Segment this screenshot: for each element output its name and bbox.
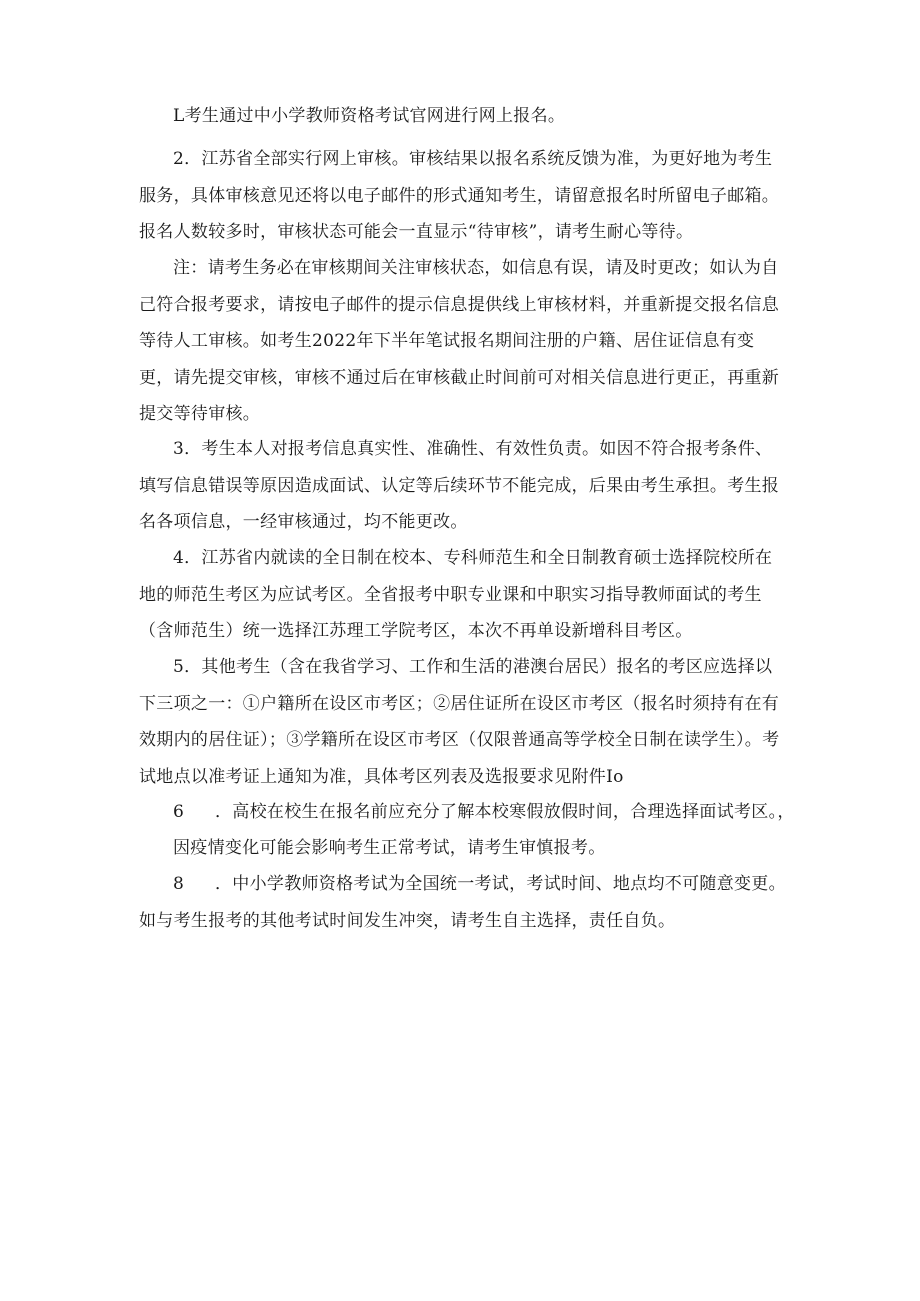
item-1: L考生通过中小学教师资格考试官网进行网上报名。	[173, 106, 566, 126]
note-paragraph: 注：请考生务必在审核期间关注审核状态，如信息有误，请及时更改；如认为自己符合报考要求，请按电子邮件的提示信息提供线上审核材料，并重新提交报名信息等待人工审核。如考生2022年下半年笔试报名期间注册的户籍、居住证信息有变更，请先提交审核，审核不通过后在审核截止时间前可对相关信息进行更正，再重新提交等待审核。	[139, 258, 780, 424]
item-5: 5．其他考生（含在我省学习、工作和生活的港澳台居民）报名的考区应选择以下三项之一：①户籍所在设区市考区；②居住证所在设区市考区（报名时须持有在有效期内的居住证）；③学籍所在设区市考区（仅限普通高等学校全日制在读学生）。考试地点以准考证上通知为准，具体考区列表及选报要求见附件Io	[139, 657, 780, 787]
item-8-continuation: 如与考生报考的其他考试时间发生冲突，请考生自主选择，责任自负。	[139, 911, 676, 931]
item-2: 2．江苏省全部实行网上审核。审核结果以报名系统反馈为准，为更好地为考生服务，具体审核意见还将以电子邮件的形式通知考生，请留意报名时所留电子邮箱。报名人数较多时，审核状态可能会一直显示“待审核”，请考生耐心等待。	[139, 149, 780, 242]
item-3: 3．考生本人对报考信息真实性、准确性、有效性负责。如因不符合报考条件、填写信息错误等原因造成面试、认定等后续环节不能完成，后果由考生承担。考生报名各项信息，一经审核通过，均不能更改。	[139, 439, 780, 532]
item-6-text: ．高校在校生在报名前应充分了解本校寒假放假时间，合理选择面试考区。，	[215, 802, 795, 822]
item-6-number: 6	[173, 802, 185, 822]
item-8-text: ．中小学教师资格考试为全国统一考试，考试时间、地点均不可随意变更。	[215, 874, 786, 894]
item-7: 因疫情变化可能会影响考生正常考试，请考生审慎报考。	[173, 838, 606, 858]
item-8	[173, 866, 786, 903]
item-4: 4．江苏省内就读的全日制在校本、专科师范生和全日制教育硕士选择院校所在地的师范生考区为应试考区。全省报考中职专业课和中职实习指导教师面试的考生（含师范生）统一选择江苏理工学院考区，本次不再单设新增科目考区。	[139, 548, 773, 641]
item-6	[173, 794, 795, 831]
item-8-number: 8	[173, 874, 185, 894]
